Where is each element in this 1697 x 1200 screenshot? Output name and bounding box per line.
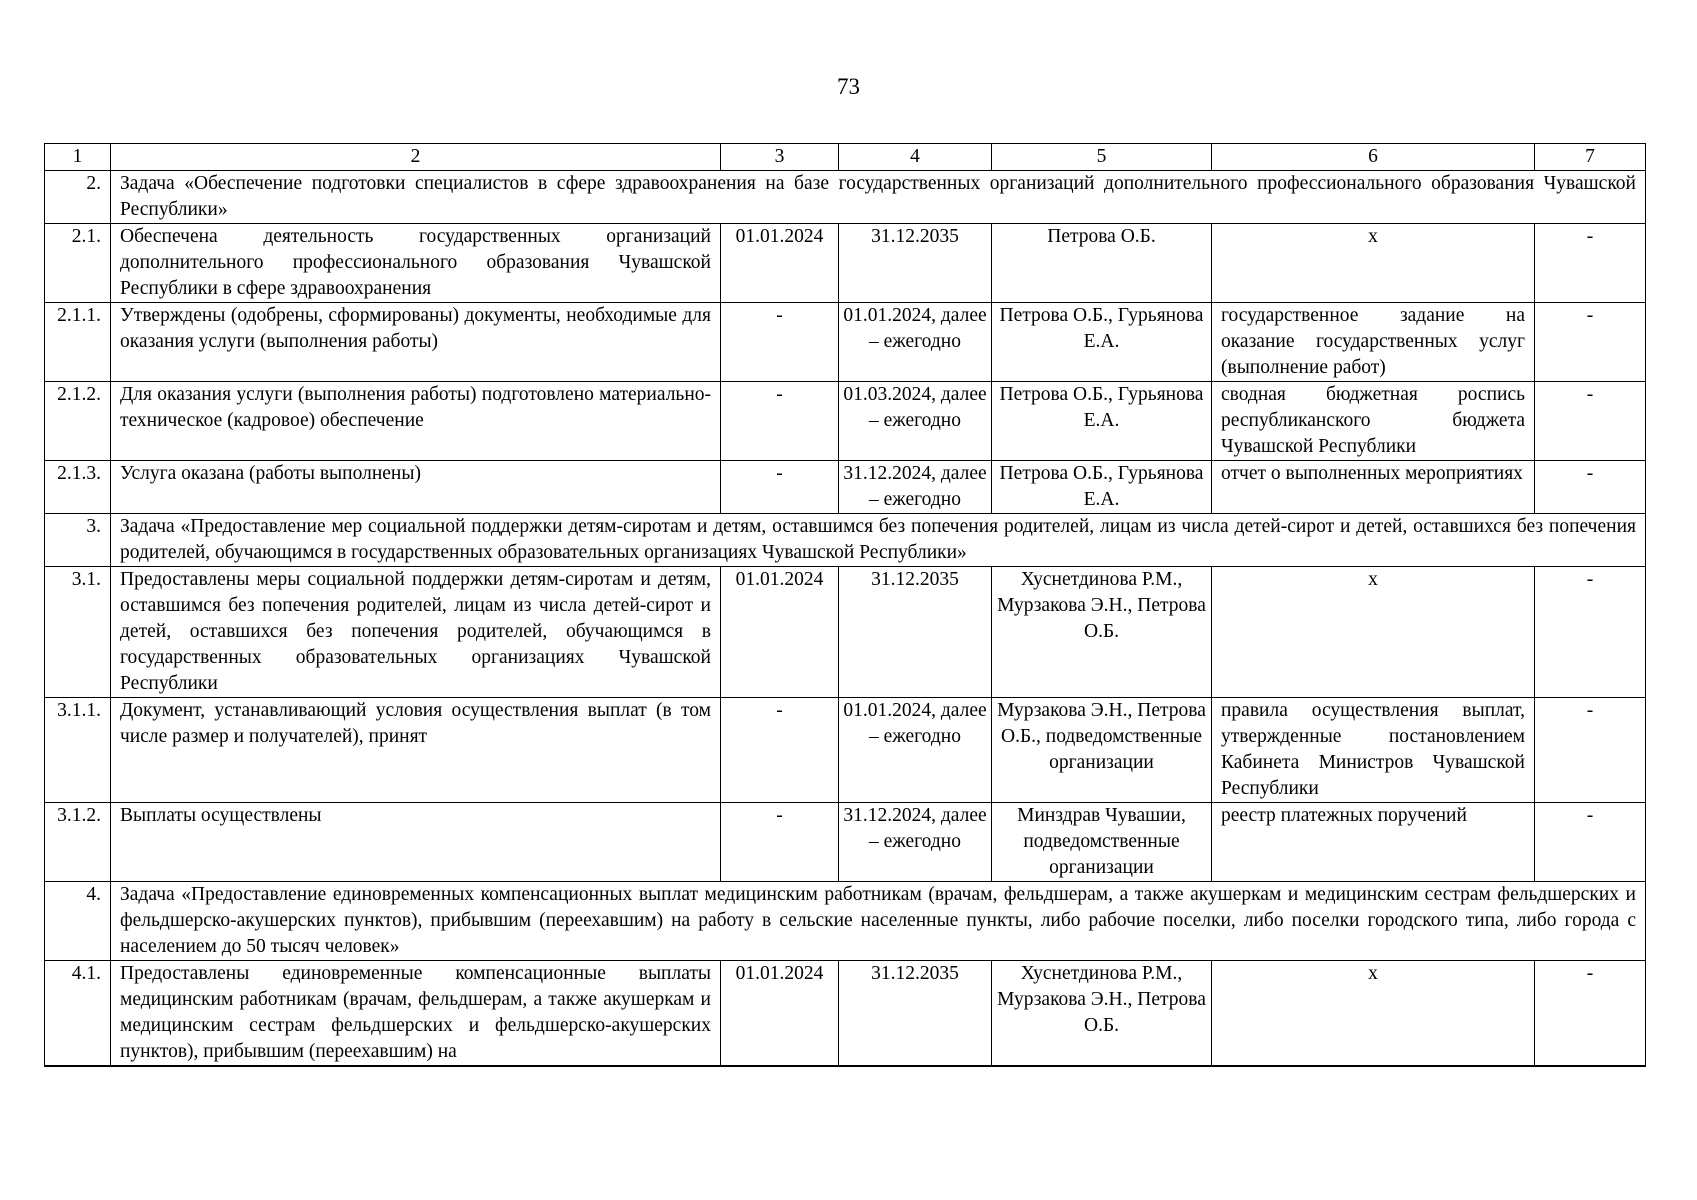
- end-date: 31.12.2035: [839, 224, 992, 303]
- table-row: [45, 698, 1646, 803]
- responsible: Петрова О.Б., Гурьянова Е.А.: [992, 382, 1212, 461]
- row-description: Предоставлены меры социальной поддержки детям-сиротам и детям, оставшимся без попечения родителей, лицам из числа детей-сирот и детей, оставшихся без попечения родителей, обучающимся в государственных образовательных организациях Чувашской Республики: [111, 567, 721, 698]
- row-description: Для оказания услуги (выполнения работы) подготовлено материально-техническое (кадровое) обеспечение: [111, 382, 721, 461]
- end-date: 01.01.2024, далее – ежегодно: [839, 303, 992, 382]
- column-seven-value: -: [1535, 382, 1646, 461]
- column-number: 1: [45, 144, 111, 171]
- row-description: Документ, устанавливающий условия осуществления выплат (в том числе размер и получателей), принят: [111, 698, 721, 803]
- column-seven-value: -: [1535, 461, 1646, 514]
- table-row: [45, 803, 1646, 882]
- column-seven-value: -: [1535, 567, 1646, 698]
- responsible: Хуснетдинова Р.М., Мурзакова Э.Н., Петрова О.Б.: [992, 567, 1212, 698]
- task-row: [45, 514, 1646, 567]
- start-date: 01.01.2024: [721, 567, 839, 698]
- start-date: 01.01.2024: [721, 224, 839, 303]
- row-number: 3.1.1.: [45, 698, 111, 803]
- end-date: 01.01.2024, далее – ежегодно: [839, 698, 992, 803]
- responsible: Петрова О.Б., Гурьянова Е.А.: [992, 303, 1212, 382]
- row-number: 2.: [45, 171, 111, 224]
- row-number: 4.: [45, 882, 111, 961]
- responsible: Хуснетдинова Р.М., Мурзакова Э.Н., Петрова О.Б.: [992, 961, 1212, 1067]
- row-number: 3.: [45, 514, 111, 567]
- responsible: Мурзакова Э.Н., Петрова О.Б., подведомственные организации: [992, 698, 1212, 803]
- page-number: 73: [837, 74, 860, 99]
- task-text: Задача «Предоставление мер социальной поддержки детям-сиротам и детям, оставшимся без попечения родителей, лицам из числа детей-сирот и детей, оставшихся без попечения родителей, обучающимся в государственных образовательных организациях Чувашской Республики»: [111, 514, 1646, 567]
- row-description: Утверждены (одобрены, сформированы) документы, необходимые для оказания услуги (выполнения работы): [111, 303, 721, 382]
- task-text: Задача «Предоставление единовременных компенсационных выплат медицинским работникам (врачам, фельдшерам, а также акушеркам и медицинским сестрам фельдшерских и фельдшерско-акушерских пунктов), прибывшим (переехавшим) на работу в сельские населенные пункты, либо рабочие поселки, либо поселки городского типа, либо города с населением до 50 тысяч человек»: [111, 882, 1646, 961]
- result-document: реестр платежных поручений: [1212, 803, 1535, 882]
- task-row: [45, 882, 1646, 961]
- task-row: [45, 171, 1646, 224]
- responsible: Петрова О.Б., Гурьянова Е.А.: [992, 461, 1212, 514]
- column-number: 3: [721, 144, 839, 171]
- table-row: [45, 961, 1646, 1067]
- start-date: 01.01.2024: [721, 961, 839, 1067]
- column-number: 7: [1535, 144, 1646, 171]
- row-number: 3.1.: [45, 567, 111, 698]
- start-date: -: [721, 382, 839, 461]
- end-date: 31.12.2024, далее – ежегодно: [839, 803, 992, 882]
- column-number: 6: [1212, 144, 1535, 171]
- column-number-row: [45, 144, 1646, 171]
- column-seven-value: -: [1535, 961, 1646, 1067]
- responsible: Петрова О.Б.: [992, 224, 1212, 303]
- table-row: [45, 567, 1646, 698]
- row-description: Предоставлены единовременные компенсационные выплаты медицинским работникам (врачам, фельдшерам, а также акушеркам и медицинским сестрам фельдшерских и фельдшерско-акушерских пунктов), прибывшим (переехавшим) на: [111, 961, 721, 1067]
- row-number: 4.1.: [45, 961, 111, 1067]
- table-row: [45, 303, 1646, 382]
- column-seven-value: -: [1535, 303, 1646, 382]
- column-seven-value: -: [1535, 698, 1646, 803]
- end-date: 01.03.2024, далее – ежегодно: [839, 382, 992, 461]
- row-number: 3.1.2.: [45, 803, 111, 882]
- start-date: -: [721, 803, 839, 882]
- task-text: Задача «Обеспечение подготовки специалистов в сфере здравоохранения на базе государственных организаций дополнительного профессионального образования Чувашской Республики»: [111, 171, 1646, 224]
- row-description: Услуга оказана (работы выполнены): [111, 461, 721, 514]
- result-document: правила осуществления выплат, утвержденные постановлением Кабинета Министров Чувашской Республики: [1212, 698, 1535, 803]
- result-document: государственное задание на оказание государственных услуг (выполнение работ): [1212, 303, 1535, 382]
- table-row: [45, 224, 1646, 303]
- column-seven-value: -: [1535, 803, 1646, 882]
- start-date: -: [721, 698, 839, 803]
- plan-table: [44, 143, 1646, 1067]
- table-row: [45, 382, 1646, 461]
- end-date: 31.12.2035: [839, 567, 992, 698]
- column-number: 2: [111, 144, 721, 171]
- result-document: x: [1212, 567, 1535, 698]
- result-document: сводная бюджетная роспись республиканского бюджета Чувашской Республики: [1212, 382, 1535, 461]
- result-document: x: [1212, 224, 1535, 303]
- row-number: 2.1.1.: [45, 303, 111, 382]
- end-date: 31.12.2024, далее – ежегодно: [839, 461, 992, 514]
- row-description: Обеспечена деятельность государственных организаций дополнительного профессионального образования Чувашской Республики в сфере здравоохранения: [111, 224, 721, 303]
- row-number: 2.1.: [45, 224, 111, 303]
- column-number: 5: [992, 144, 1212, 171]
- start-date: -: [721, 461, 839, 514]
- start-date: -: [721, 303, 839, 382]
- table-row: [45, 461, 1646, 514]
- row-number: 2.1.2.: [45, 382, 111, 461]
- row-number: 2.1.3.: [45, 461, 111, 514]
- row-description: Выплаты осуществлены: [111, 803, 721, 882]
- result-document: отчет о выполненных мероприятиях: [1212, 461, 1535, 514]
- result-document: x: [1212, 961, 1535, 1067]
- column-seven-value: -: [1535, 224, 1646, 303]
- column-number: 4: [839, 144, 992, 171]
- responsible: Минздрав Чувашии, подведомственные организации: [992, 803, 1212, 882]
- end-date: 31.12.2035: [839, 961, 992, 1067]
